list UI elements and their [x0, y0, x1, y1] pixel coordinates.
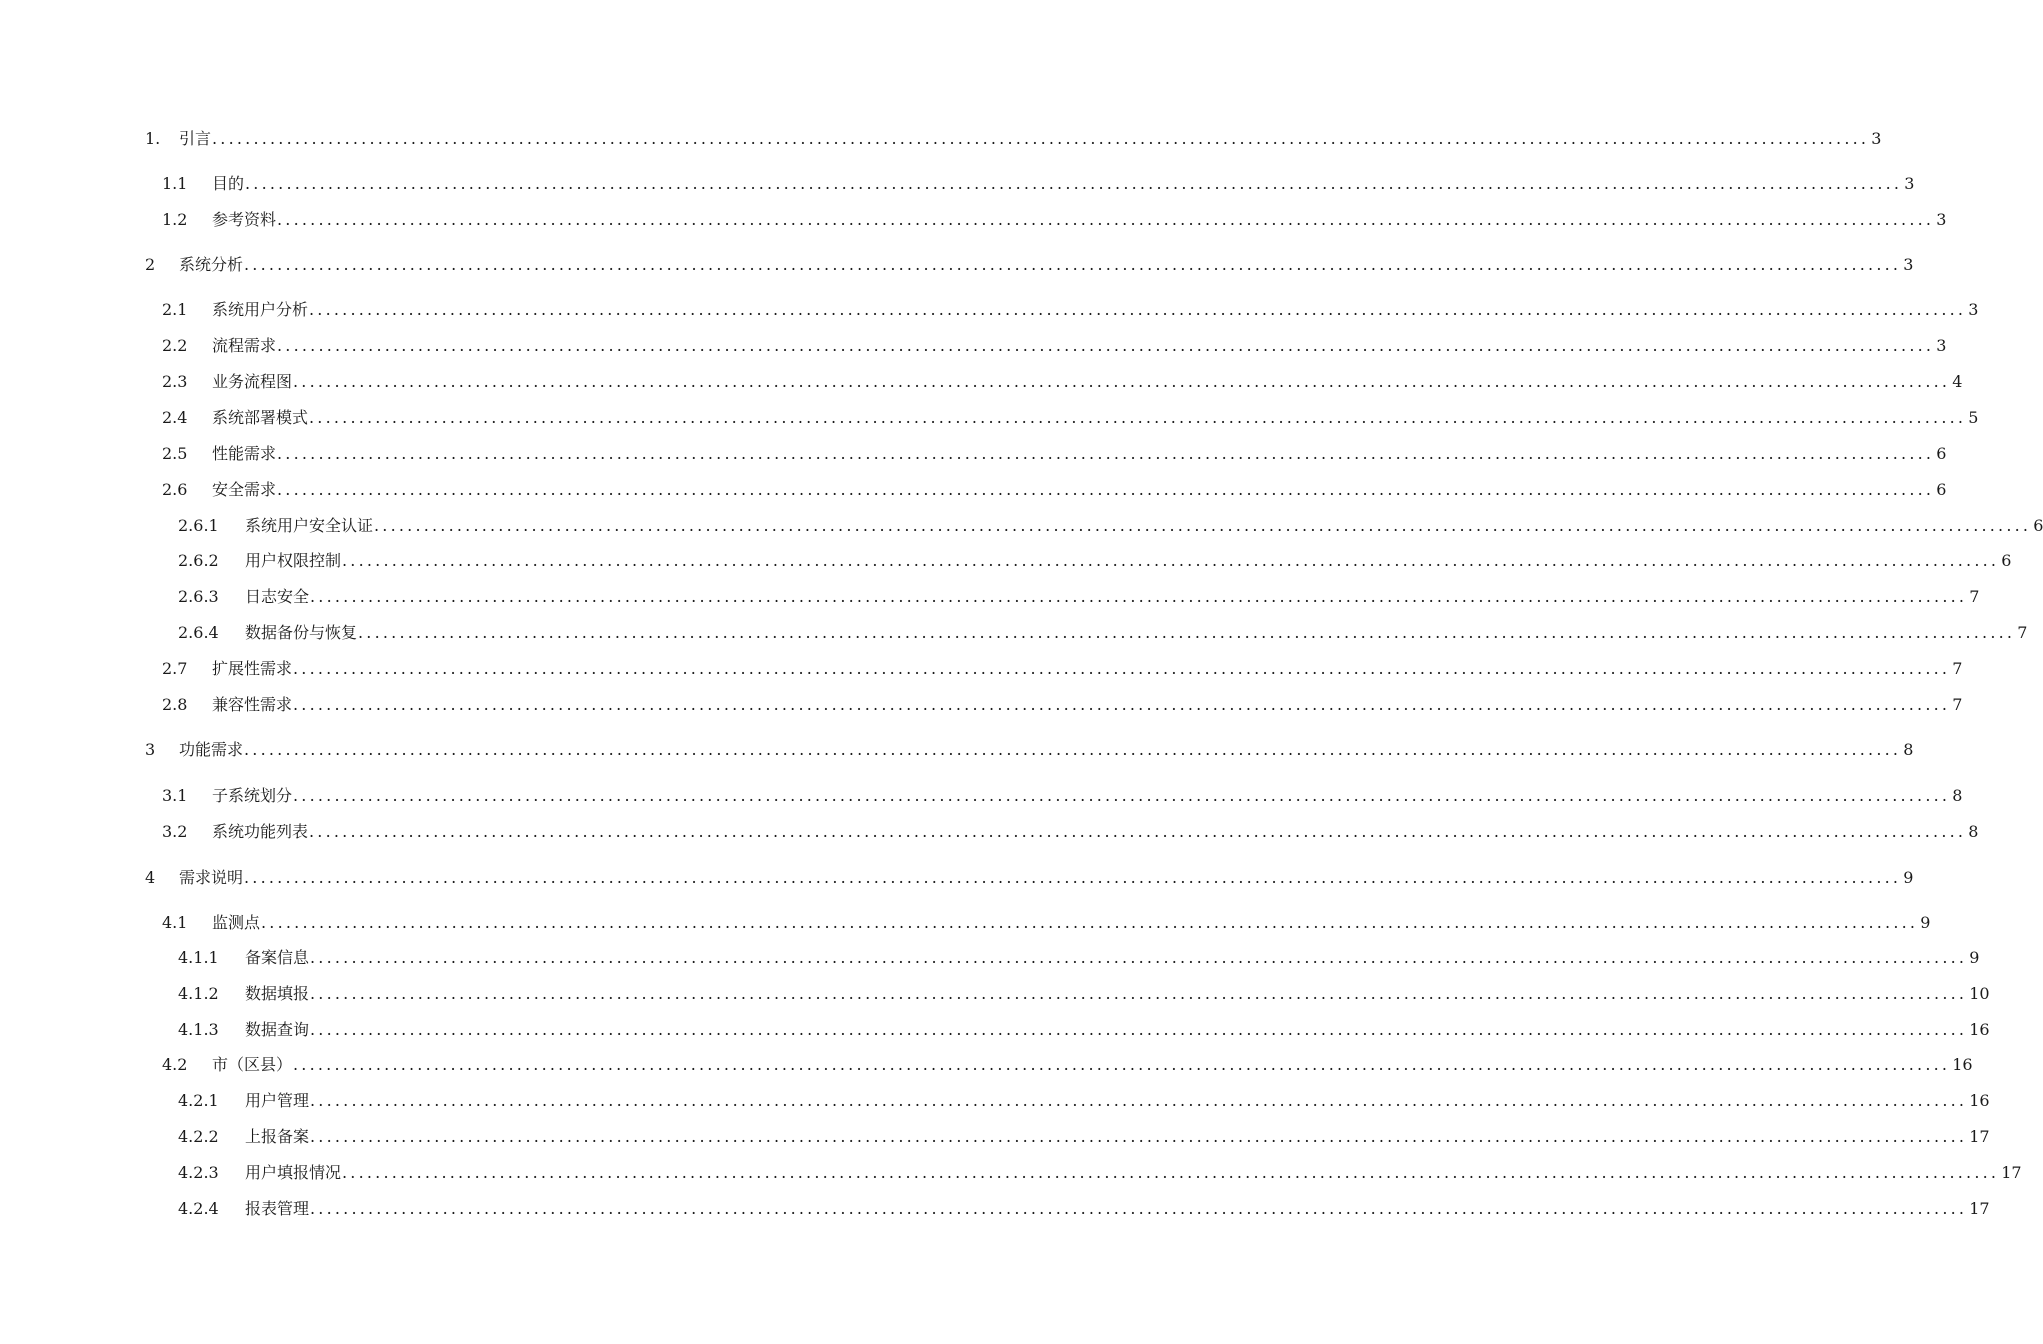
toc-entry-title: 参考资料: [212, 210, 277, 229]
toc-entry[interactable]: [0, 738, 1914, 762]
toc-entry-number: 2.7: [162, 659, 188, 678]
toc-entry-line: [245, 549, 2012, 573]
toc-entry-title: 业务流程图: [212, 372, 293, 391]
toc-entry[interactable]: [0, 253, 1914, 277]
toc-dot-leader: ........................................................................................................................................................................................................: [244, 255, 1902, 274]
toc-entry-title: 目的: [212, 174, 245, 193]
toc-dot-leader: ........................................................................................................................................................................................................: [342, 551, 2000, 570]
toc-entry-number: 2.8: [162, 695, 188, 714]
toc-entry[interactable]: [0, 406, 1979, 430]
toc-entry-line: [245, 1161, 2022, 1185]
toc-entry[interactable]: [0, 911, 1931, 935]
toc-entry-line: [212, 693, 1963, 717]
toc-entry-title: 性能需求: [212, 444, 277, 463]
toc-entry-page-number: 3: [1904, 174, 1915, 193]
toc-entry-number: 4.2.3: [178, 1163, 219, 1182]
toc-entry-page-number: 3: [1903, 255, 1914, 274]
toc-entry-line: [212, 334, 1947, 358]
toc-entry-number: 2.2: [162, 336, 188, 355]
toc-entry[interactable]: [0, 1053, 1973, 1077]
toc-entry-line: [179, 866, 1914, 890]
toc-entry-page-number: 5: [1968, 408, 1979, 427]
toc-entry-page-number: 8: [1952, 786, 1963, 805]
toc-entry-line: [212, 657, 1963, 681]
toc-dot-leader: ........................................................................................................................................................................................................: [244, 740, 1902, 759]
toc-dot-leader: ........................................................................................................................................................................................................: [310, 1020, 1968, 1039]
toc-entry-number: 4.2.1: [178, 1091, 219, 1110]
toc-entry-title: 子系统划分: [212, 786, 293, 805]
toc-entry-title: 监测点: [212, 913, 261, 932]
toc-entry-page-number: 16: [1969, 1020, 1990, 1039]
toc-entry-title: 上报备案: [245, 1127, 310, 1146]
toc-dot-leader: ........................................................................................................................................................................................................: [309, 408, 1967, 427]
toc-entry-number: 1.1: [162, 174, 188, 193]
toc-entry-title: 系统部署模式: [212, 408, 309, 427]
toc-entry-page-number: 7: [1969, 587, 1980, 606]
toc-entry-line: [179, 127, 1882, 151]
toc-dot-leader: ........................................................................................................................................................................................................: [245, 174, 1903, 193]
toc-dot-leader: ........................................................................................................................................................................................................: [310, 1199, 1968, 1218]
toc-entry[interactable]: [0, 172, 1915, 196]
toc-entry[interactable]: [0, 334, 1947, 358]
toc-entry-line: [212, 1053, 1973, 1077]
toc-entry-line: [245, 1197, 1990, 1221]
toc-entry-line: [212, 820, 1979, 844]
toc-entry-line: [179, 738, 1914, 762]
toc-entry-title: 用户填报情况: [245, 1163, 342, 1182]
toc-entry-title: 日志安全: [245, 587, 310, 606]
toc-dot-leader: ........................................................................................................................................................................................................: [310, 1091, 1968, 1110]
toc-entry-title: 兼容性需求: [212, 695, 293, 714]
toc-entry-page-number: 4: [1952, 372, 1963, 391]
toc-entry[interactable]: [0, 298, 1979, 322]
toc-dot-leader: ........................................................................................................................................................................................................: [358, 623, 2016, 642]
toc-entry[interactable]: [0, 1197, 1990, 1221]
toc-entry-number: 4.1.3: [178, 1020, 219, 1039]
toc-entry-page-number: 17: [1969, 1127, 1990, 1146]
toc-entry-page-number: 3: [1968, 300, 1979, 319]
toc-entry-number: 2.6.2: [178, 551, 219, 570]
toc-entry-line: [212, 298, 1979, 322]
toc-entry-page-number: 9: [1903, 868, 1914, 887]
toc-entry-page-number: 16: [1952, 1055, 1973, 1074]
toc-entry-line: [212, 784, 1963, 808]
toc-entry-page-number: 10: [1969, 984, 1990, 1003]
toc-entry-page-number: 7: [1952, 695, 1963, 714]
toc-dot-leader: ........................................................................................................................................................................................................: [310, 587, 1968, 606]
toc-entry-number: 2.3: [162, 372, 188, 391]
toc-entry[interactable]: [0, 1125, 1990, 1149]
toc-dot-leader: ........................................................................................................................................................................................................: [212, 129, 1870, 148]
toc-entry-number: 3.1: [162, 786, 188, 805]
toc-entry-line: [245, 982, 1990, 1006]
toc-entry-page-number: 6: [1936, 444, 1947, 463]
toc-dot-leader: ........................................................................................................................................................................................................: [293, 659, 1951, 678]
toc-entry-page-number: 7: [2017, 623, 2028, 642]
toc-entry[interactable]: [0, 820, 1979, 844]
toc-entry[interactable]: [0, 549, 2012, 573]
toc-dot-leader: ........................................................................................................................................................................................................: [244, 868, 1902, 887]
toc-entry[interactable]: [0, 866, 1914, 890]
toc-entry-line: [212, 406, 1979, 430]
toc-entry-page-number: 17: [1969, 1199, 1990, 1218]
toc-entry-number: 4.1: [162, 913, 188, 932]
toc-entry[interactable]: [0, 784, 1963, 808]
toc-dot-leader: ........................................................................................................................................................................................................: [293, 695, 1951, 714]
toc-entry-title: 安全需求: [212, 480, 277, 499]
toc-entry-line: [245, 946, 1980, 970]
toc-dot-leader: ........................................................................................................................................................................................................: [310, 1127, 1968, 1146]
toc-dot-leader: ........................................................................................................................................................................................................: [310, 984, 1968, 1003]
toc-entry[interactable]: [0, 657, 1963, 681]
toc-entry-number: 2.6.3: [178, 587, 219, 606]
toc-entry-number: 1.: [145, 129, 161, 148]
toc-dot-leader: ........................................................................................................................................................................................................: [261, 913, 1919, 932]
toc-entry-title: 数据备份与恢复: [245, 623, 358, 642]
toc-dot-leader: ........................................................................................................................................................................................................: [293, 1055, 1951, 1074]
toc-dot-leader: ........................................................................................................................................................................................................: [342, 1163, 2000, 1182]
toc-entry[interactable]: [0, 127, 1882, 151]
toc-entry-number: 4.1.1: [178, 948, 219, 967]
toc-entry-line: [212, 442, 1947, 466]
toc-dot-leader: ........................................................................................................................................................................................................: [277, 210, 1935, 229]
toc-dot-leader: ........................................................................................................................................................................................................: [277, 336, 1935, 355]
toc-entry[interactable]: [0, 442, 1947, 466]
toc-entry-title: 流程需求: [212, 336, 277, 355]
toc-dot-leader: ........................................................................................................................................................................................................: [309, 300, 1967, 319]
toc-entry-number: 3: [145, 740, 156, 759]
toc-entry-page-number: 8: [1968, 822, 1979, 841]
toc-entry-title: 系统用户分析: [212, 300, 309, 319]
toc-entry-number: 4.2.2: [178, 1127, 219, 1146]
toc-entry-number: 2: [145, 255, 156, 274]
toc-entry-number: 2.4: [162, 408, 188, 427]
toc-entry-number: 2.5: [162, 444, 188, 463]
toc-entry-title: 报表管理: [245, 1199, 310, 1218]
toc-entry[interactable]: [0, 370, 1963, 394]
toc-entry[interactable]: [0, 946, 1980, 970]
toc-entry-title: 引言: [179, 129, 212, 148]
toc-dot-leader: ........................................................................................................................................................................................................: [374, 516, 2032, 535]
toc-dot-leader: ........................................................................................................................................................................................................: [309, 822, 1967, 841]
toc-entry[interactable]: [0, 478, 1947, 502]
toc-entry-line: [245, 514, 2043, 538]
toc-entry[interactable]: [0, 693, 1963, 717]
toc-entry-title: 用户管理: [245, 1091, 310, 1110]
toc-entry-title: 需求说明: [179, 868, 244, 887]
toc-entry-line: [212, 208, 1947, 232]
toc-entry[interactable]: [0, 208, 1947, 232]
toc-entry-number: 4.2.4: [178, 1199, 219, 1218]
toc-dot-leader: ........................................................................................................................................................................................................: [293, 786, 1951, 805]
toc-entry-number: 2.6.1: [178, 516, 219, 535]
toc-entry-page-number: 17: [2001, 1163, 2022, 1182]
toc-entry[interactable]: [0, 514, 2043, 538]
toc-entry-page-number: 3: [1936, 336, 1947, 355]
toc-dot-leader: ........................................................................................................................................................................................................: [277, 480, 1935, 499]
toc-entry-line: [245, 1125, 1990, 1149]
toc-entry-page-number: 6: [2001, 551, 2012, 570]
toc-entry-number: 4.2: [162, 1055, 188, 1074]
toc-entry-title: 系统分析: [179, 255, 244, 274]
toc-entry[interactable]: [0, 1089, 1990, 1113]
toc-dot-leader: ........................................................................................................................................................................................................: [310, 948, 1968, 967]
toc-entry-page-number: 16: [1969, 1091, 1990, 1110]
toc-entry-line: [212, 370, 1963, 394]
toc-entry-number: 2.6.4: [178, 623, 219, 642]
toc-entry-title: 功能需求: [179, 740, 244, 759]
toc-entry-number: 4.1.2: [178, 984, 219, 1003]
toc-entry-line: [212, 172, 1915, 196]
toc-entry[interactable]: [0, 585, 1980, 609]
toc-entry[interactable]: [0, 1018, 1990, 1042]
toc-entry-number: 2.6: [162, 480, 188, 499]
toc-entry-title: 数据填报: [245, 984, 310, 1003]
toc-entry-page-number: 8: [1903, 740, 1914, 759]
toc-entry-title: 扩展性需求: [212, 659, 293, 678]
toc-entry-line: [245, 1018, 1990, 1042]
toc-entry-title: 用户权限控制: [245, 551, 342, 570]
toc-entry-page-number: 9: [1920, 913, 1931, 932]
toc-entry-title: 系统功能列表: [212, 822, 309, 841]
toc-entry-line: [212, 478, 1947, 502]
toc-entry-title: 备案信息: [245, 948, 310, 967]
toc-entry-page-number: 3: [1936, 210, 1947, 229]
toc-entry-line: [245, 585, 1980, 609]
toc-entry-page-number: 6: [1936, 480, 1947, 499]
toc-entry[interactable]: [0, 621, 2028, 645]
toc-entry-page-number: 6: [2033, 516, 2043, 535]
toc-entry-line: [245, 621, 2028, 645]
toc-dot-leader: ........................................................................................................................................................................................................: [293, 372, 1951, 391]
toc-entry-title: 系统用户安全认证: [245, 516, 374, 535]
toc-entry-line: [212, 911, 1931, 935]
toc-entry-page-number: 7: [1952, 659, 1963, 678]
toc-entry-page-number: 9: [1969, 948, 1980, 967]
toc-entry-title: 数据查询: [245, 1020, 310, 1039]
toc-entry-line: [179, 253, 1914, 277]
toc-entry-number: 4: [145, 868, 156, 887]
toc-entry[interactable]: [0, 1161, 2022, 1185]
toc-entry[interactable]: [0, 982, 1990, 1006]
toc-entry-line: [245, 1089, 1990, 1113]
toc-entry-page-number: 3: [1871, 129, 1882, 148]
toc-entry-number: 3.2: [162, 822, 188, 841]
toc-entry-title: 市（区县）: [212, 1055, 293, 1074]
toc-dot-leader: ........................................................................................................................................................................................................: [277, 444, 1935, 463]
toc-entry-number: 2.1: [162, 300, 188, 319]
toc-entry-number: 1.2: [162, 210, 188, 229]
